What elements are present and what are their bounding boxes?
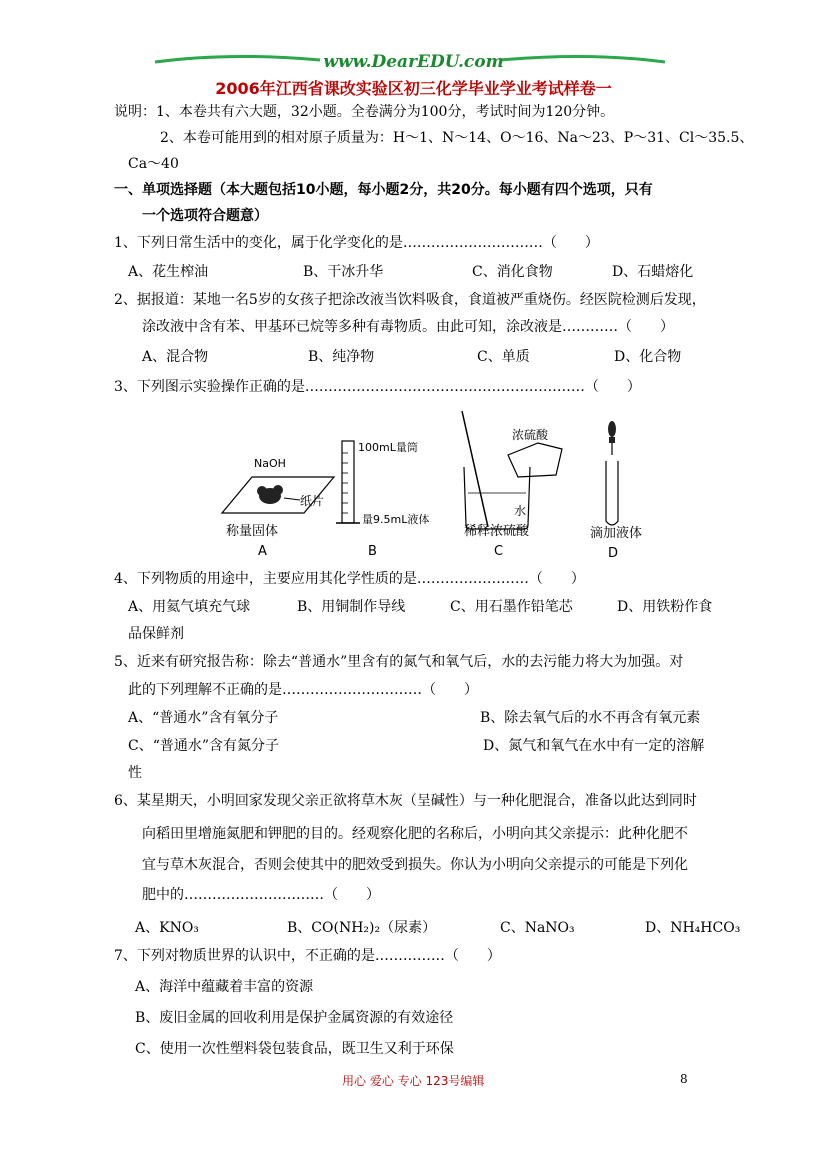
q7-stem: 7、下列对物质世界的认识中，不正确的是……………（ ） [114, 948, 501, 964]
q6-option-b: B、CO(NH₂)₂（尿素） [287, 920, 437, 936]
figure-a [222, 457, 334, 559]
q5-stem-1: 5、近来有研究报告称：除去“普通水”里含有的氮气和氧气后，水的去污能力将大为加强。对 [114, 654, 684, 670]
acid-bottle [508, 443, 562, 477]
q6-option-c: C、NaNO₃ [500, 920, 575, 936]
footer-slogan: 用心 爱心 专心 123号编辑 [342, 1074, 485, 1088]
q7-option-a: A、海洋中蕴藏着丰富的资源 [135, 979, 314, 995]
fig-b-letter: B [368, 544, 377, 559]
q4-option-a: A、用氦气填充气球 [128, 599, 251, 615]
q1-option-a: A、花生榨油 [128, 264, 209, 280]
fig-d-letter: D [608, 546, 619, 561]
fig-a-label-top: NaOH [254, 457, 286, 470]
test-tube [606, 461, 618, 525]
q6-stem-1: 6、某星期天，小明回家发现父亲正欲将草木灰（呈碱性）与一种化肥混合，准备以此达到同时 [114, 793, 697, 809]
fig-a-label-side: 纸片 [300, 494, 325, 508]
q5-option-c: C、“普通水”含有氮分子 [128, 738, 280, 754]
q1-option-d: D、石蜡熔化 [612, 264, 694, 280]
fig-c-letter: C [494, 544, 504, 559]
q5-option-d-cont: 性 [128, 765, 142, 781]
q5-option-a: A、“普通水”含有氧分子 [128, 710, 279, 726]
page-number: 8 [680, 1072, 688, 1086]
fig-a-caption: 称量固体 [226, 524, 279, 539]
fig-c-label-side: 水 [514, 504, 527, 518]
q6-option-a: A、KNO₃ [135, 920, 199, 936]
figure-b [336, 441, 429, 559]
q4-stem: 4、下列物质的用途中，主要应用其化学性质的是……………………（ ） [114, 571, 585, 587]
fig-b-label-top: 100mL量筒 [358, 441, 418, 454]
q4-option-c: C、用石墨作铅笔芯 [450, 599, 573, 615]
fig-d-caption: 滴加液体 [590, 526, 643, 541]
q7-option-c: C、使用一次性塑料袋包装食品，既卫生又利于环保 [135, 1041, 454, 1057]
q1-stem: 1、下列日常生活中的变化，属于化学变化的是…………………………（ ） [114, 235, 599, 251]
q6-option-d: D、NH₄HCO₃ [645, 920, 741, 936]
q4-option-b: B、用铜制作导线 [297, 599, 406, 615]
q6-stem-3: 宜与草木灰混合，否则会使其中的肥效受到损失。你认为小明向父亲提示的可能是下列化 [142, 857, 688, 873]
section-1-heading: 一、单项选择题（本大题包括10小题，每小题2分，共20分。每小题有四个选项，只有 [114, 182, 653, 198]
q5-stem-2: 此的下列理解不正确的是…………………………（ ） [128, 682, 478, 698]
q5-option-b: B、除去氧气后的水不再含有氧元素 [480, 710, 701, 726]
q4-option-d: D、用铁粉作食 [617, 599, 713, 615]
notes-line-2: 2、本卷可能用到的相对原子质量为：H～1、N～14、O～16、Na～23、P～31、Cl～35.5、 [160, 130, 754, 146]
notes-line-1: 说明：1、本卷共有六大题，32小题。全卷满分为100分，考试时间为120分钟。 [114, 104, 615, 120]
q1-option-b: B、干冰升华 [303, 264, 384, 280]
q3-figures [218, 405, 658, 565]
q3-stem: 3、下列图示实验操作正确的是……………………………………………………（ ） [114, 379, 641, 395]
fig-c-caption: 稀释浓硫酸 [464, 524, 530, 539]
figure-c [462, 411, 562, 559]
dropper-bulb [608, 421, 616, 437]
site-url: www.DearEDU.com [323, 52, 504, 72]
q2-stem-1: 2、据报道：某地一名5岁的女孩子把涂改液当饮料吸食，食道被严重烧伤。经医院检测后发现， [114, 292, 706, 308]
notes-line-3: Ca～40 [128, 156, 179, 172]
q4-option-d-cont: 品保鲜剂 [128, 626, 184, 642]
q1-option-c: C、消化食物 [472, 264, 553, 280]
fig-b-label-side: 量9.5mL液体 [362, 513, 430, 526]
fig-a-letter: A [258, 544, 267, 559]
section-1-heading-2: 一个选项符合题意） [142, 208, 268, 224]
figure-d [590, 421, 642, 561]
q2-stem-2: 涂改液中含有苯、甲基环已烷等多种有毒物质。由此可知，涂改液是…………（ ） [142, 319, 674, 335]
q2-option-d: D、化合物 [614, 349, 682, 365]
q6-stem-2: 向稻田里增施氮肥和钾肥的目的。经观察化肥的名称后，小明向其父亲提示：此种化肥不 [142, 826, 688, 842]
q2-option-c: C、单质 [477, 349, 530, 365]
page-title: 2006年江西省课改实验区初三化学毕业学业考试样卷一 [215, 79, 612, 98]
fig-c-label-top: 浓硫酸 [512, 428, 549, 442]
q5-option-d: D、氮气和氧气在水中有一定的溶解 [483, 738, 705, 754]
q2-option-b: B、纯净物 [308, 349, 375, 365]
q6-stem-4: 肥中的…………………………（ ） [142, 887, 380, 903]
q2-option-a: A、混合物 [142, 349, 209, 365]
q7-option-b: B、废旧金属的回收利用是保护金属资源的有效途径 [135, 1010, 454, 1026]
